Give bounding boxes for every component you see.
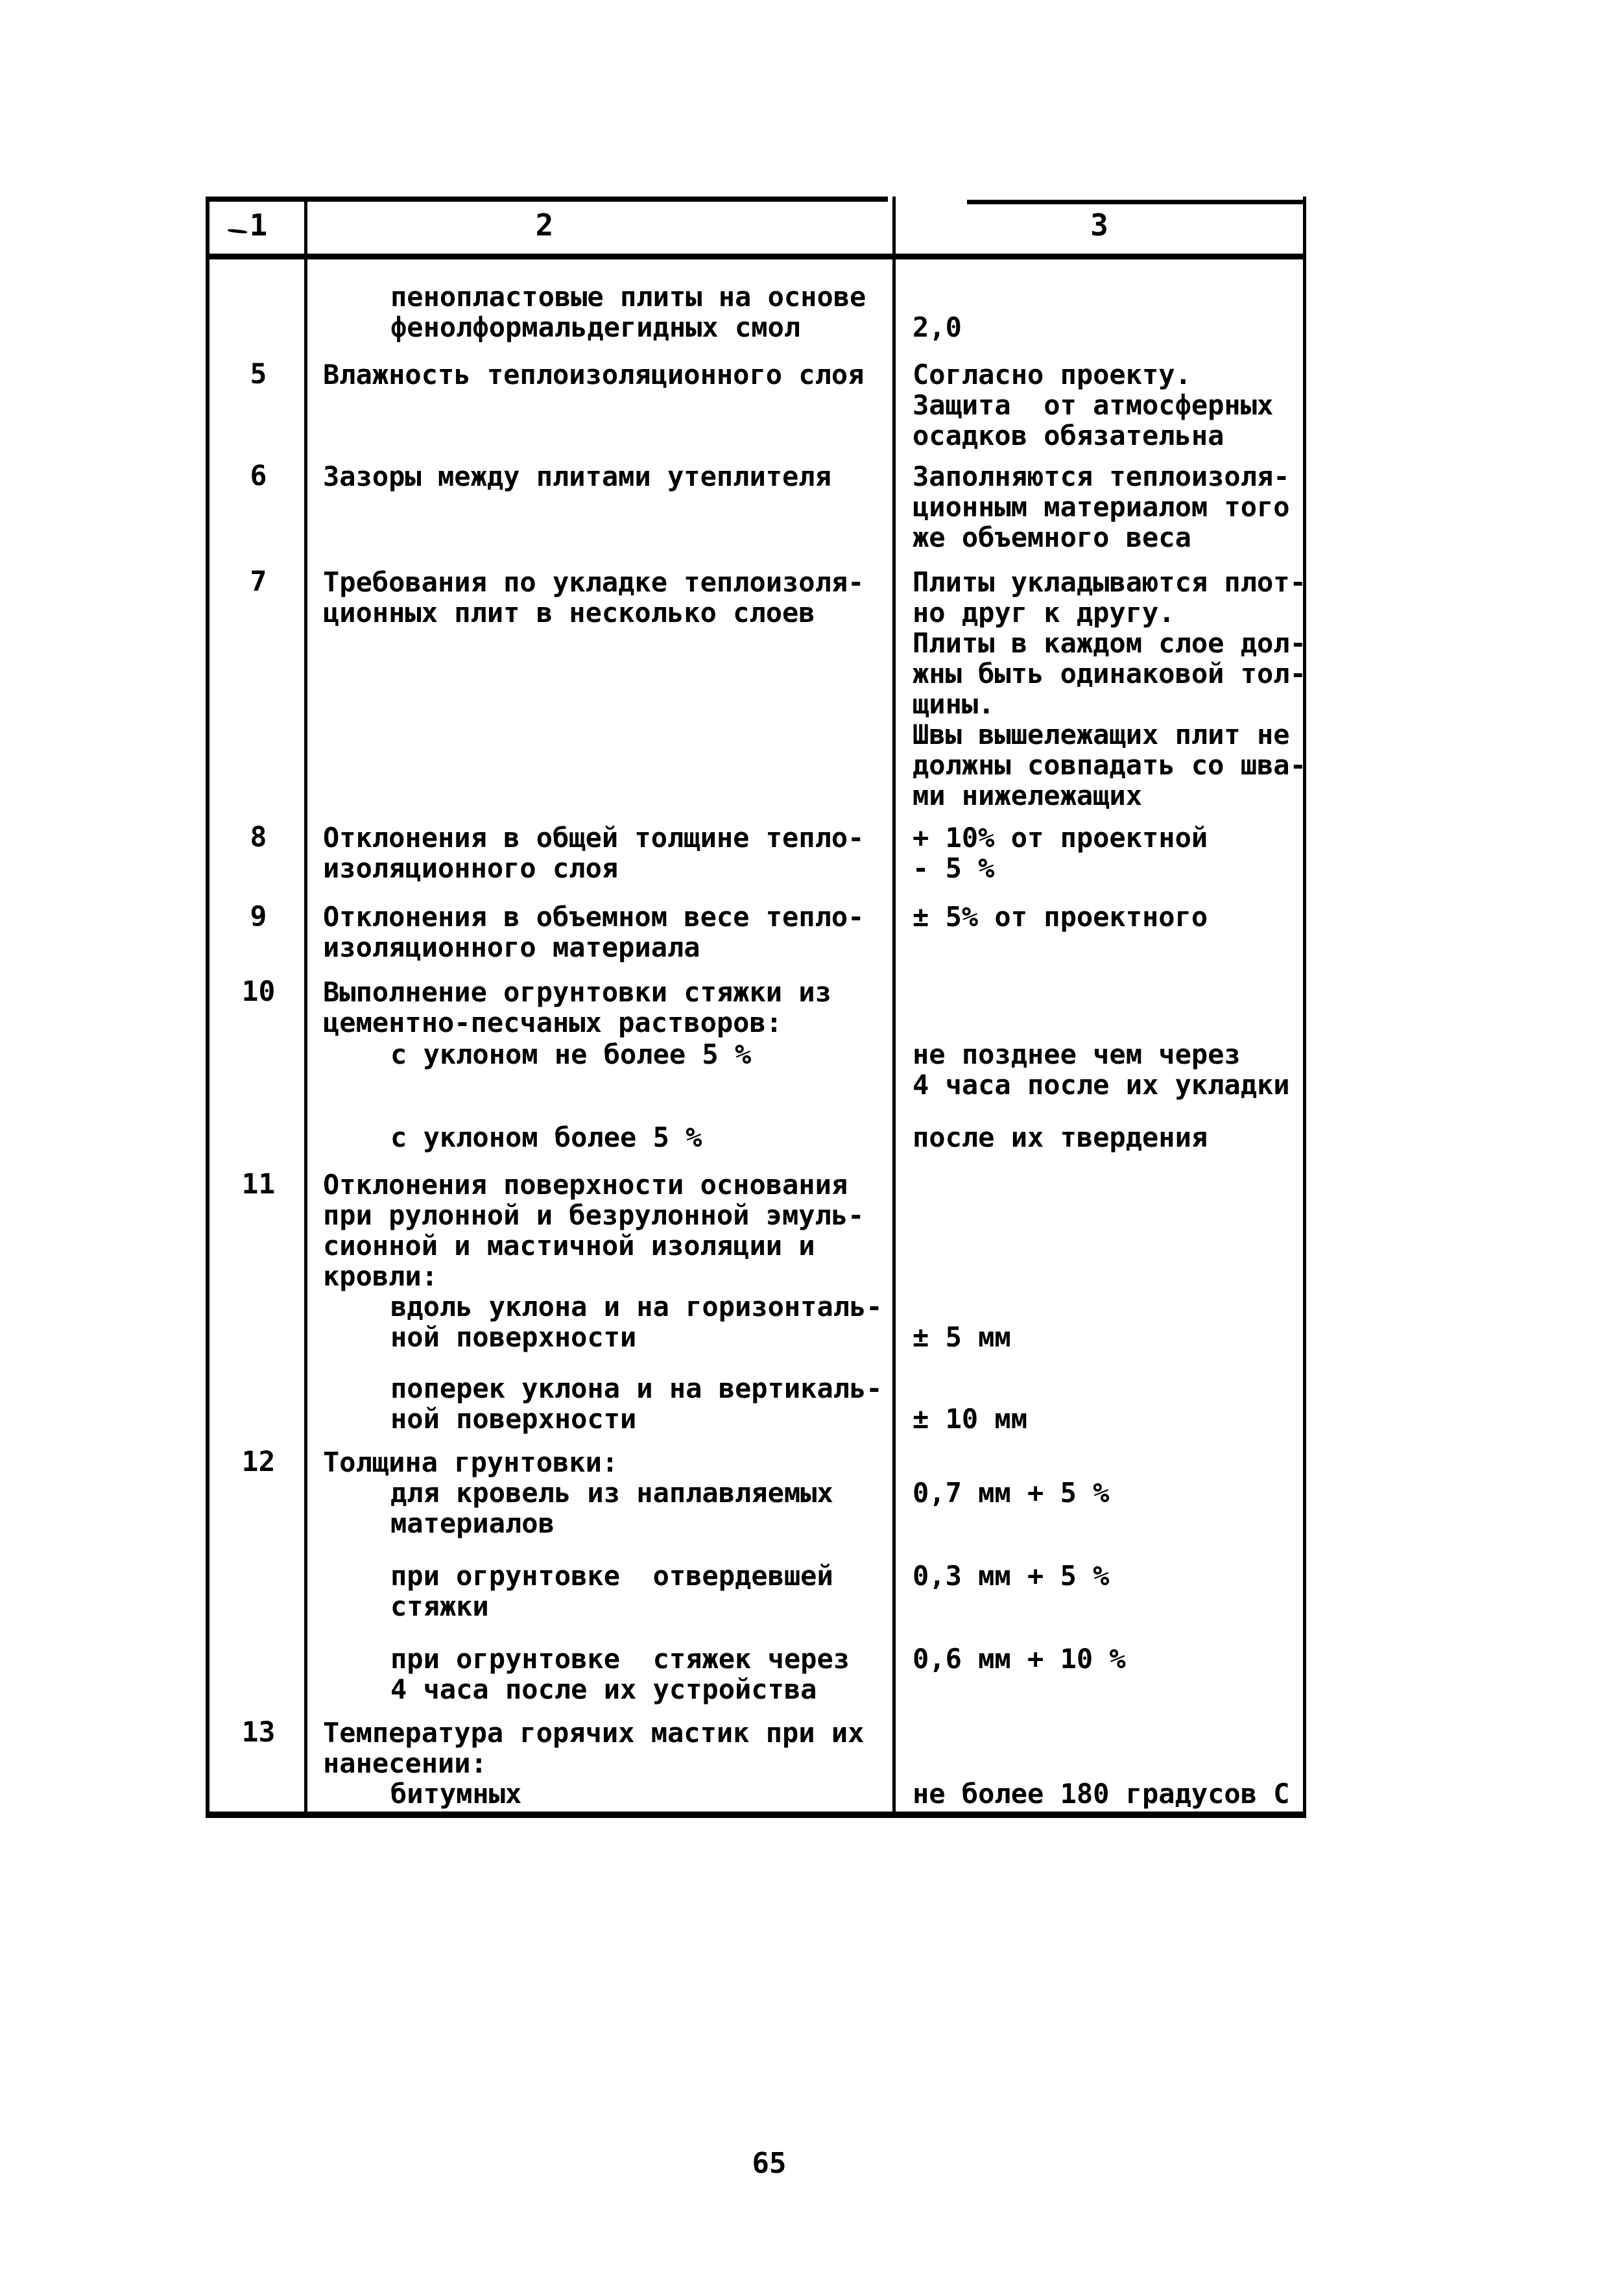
table-header-row bbox=[209, 197, 1303, 259]
row-number-cell bbox=[209, 1169, 307, 1200]
row-number: 12 bbox=[241, 1446, 276, 1478]
requirements-table bbox=[206, 197, 1306, 1818]
description-line: нанесении: bbox=[323, 1747, 487, 1779]
value-line: не более 180 градусов С bbox=[913, 1778, 1290, 1810]
description-line: сионной и мастичной изоляции и bbox=[323, 1230, 815, 1262]
row-number-cell bbox=[209, 1717, 307, 1748]
description-cell bbox=[307, 1447, 896, 1477]
description-cell bbox=[307, 902, 896, 963]
description-cell bbox=[307, 1122, 896, 1153]
value-line: но друг к другу. bbox=[913, 597, 1175, 628]
description-line: ной поверхности bbox=[390, 1321, 637, 1353]
description-line: Толщина грунтовки: bbox=[323, 1446, 619, 1478]
table-row bbox=[209, 1291, 1303, 1352]
description-line: кровли: bbox=[323, 1260, 438, 1292]
table-body bbox=[209, 281, 1306, 1810]
description-cell bbox=[307, 1039, 896, 1070]
table-row bbox=[209, 1778, 1303, 1809]
description-line: Влажность теплоизоляционного слоя bbox=[323, 359, 865, 390]
table-top-border-right-segment bbox=[967, 200, 1306, 204]
value-cell bbox=[896, 1122, 1303, 1153]
description-cell bbox=[307, 1644, 896, 1705]
table-row bbox=[209, 1644, 1303, 1705]
value-line: Плиты укладываются плот- bbox=[913, 566, 1306, 598]
table-row bbox=[209, 1122, 1303, 1153]
description-line: вдоль уклона и на горизонталь- bbox=[390, 1291, 883, 1322]
table-row bbox=[209, 281, 1303, 342]
description-cell bbox=[307, 359, 896, 390]
value-line: Заполняются теплоизоля- bbox=[913, 461, 1290, 492]
description-line: изоляционного материала bbox=[323, 931, 700, 963]
row-number-cell bbox=[209, 567, 307, 597]
description-line: при рулонной и безрулонной эмуль- bbox=[323, 1199, 865, 1231]
description-line: изоляционного слоя bbox=[323, 852, 619, 884]
description-line: битумных bbox=[390, 1778, 522, 1810]
table-row bbox=[209, 977, 1303, 1038]
value-line: осадков обязательна bbox=[913, 420, 1224, 451]
value-line: же объемного веса bbox=[913, 521, 1191, 553]
value-line: не позднее чем через bbox=[913, 1038, 1241, 1070]
value-cell bbox=[896, 902, 1303, 932]
row-number-cell bbox=[209, 359, 307, 390]
value-line: жны быть одинаковой тол- bbox=[913, 658, 1306, 689]
row-number: 7 bbox=[250, 566, 267, 598]
description-cell bbox=[307, 822, 896, 883]
header-col3-label: 3 bbox=[1090, 208, 1108, 243]
description-line: Отклонения в объемном весе тепло- bbox=[323, 901, 865, 933]
value-cell bbox=[896, 1039, 1303, 1100]
description-line: с уклоном не более 5 % bbox=[390, 1038, 752, 1070]
row-number: 13 bbox=[241, 1716, 276, 1749]
description-line: ной поверхности bbox=[390, 1403, 637, 1435]
value-line: должны совпадать со шва- bbox=[913, 749, 1306, 781]
table-row bbox=[209, 1477, 1303, 1538]
value-line: ± 10 мм bbox=[913, 1403, 1028, 1435]
row-number: 6 bbox=[250, 460, 267, 492]
page-number: 65 bbox=[752, 2147, 787, 2180]
description-cell bbox=[307, 567, 896, 628]
description-line: Отклонения в общей толщине тепло- bbox=[323, 822, 865, 854]
value-cell bbox=[896, 822, 1303, 883]
value-line: Швы вышележащих плит не bbox=[913, 719, 1290, 750]
header-cell-col3 bbox=[896, 209, 1303, 241]
value-line: ± 5% от проектного bbox=[913, 901, 1208, 933]
row-number-cell bbox=[209, 977, 307, 1007]
table-row bbox=[209, 566, 1306, 811]
value-cell bbox=[896, 1778, 1303, 1809]
value-line: 2,0 bbox=[913, 311, 962, 343]
row-number-cell bbox=[209, 461, 307, 492]
row-number-cell bbox=[209, 1447, 307, 1477]
description-cell bbox=[307, 281, 896, 342]
value-line: Защита от атмосферных bbox=[913, 389, 1274, 421]
description-line: пенопластовые плиты на основе bbox=[390, 281, 866, 313]
value-line: Плиты в каждом слое дол- bbox=[913, 627, 1306, 659]
table-row bbox=[209, 1561, 1303, 1621]
header-col1-label: 1 bbox=[249, 208, 268, 243]
description-line: при огрунтовке отвердевшей bbox=[390, 1560, 833, 1592]
row-number-cell bbox=[209, 822, 307, 853]
header-cell-col1 bbox=[209, 209, 307, 241]
value-line: ционным материалом того bbox=[913, 491, 1290, 523]
value-cell bbox=[896, 359, 1303, 451]
header-col2-label: 2 bbox=[535, 208, 554, 243]
description-line: фенолформальдегидных смол bbox=[390, 311, 801, 343]
table-row bbox=[209, 1447, 1303, 1477]
table-row bbox=[209, 902, 1303, 963]
value-line: 4 часа после их укладки bbox=[913, 1069, 1290, 1101]
value-line: + 10% от проектной bbox=[913, 822, 1208, 854]
description-cell bbox=[307, 461, 896, 492]
value-line: щины. bbox=[913, 688, 995, 720]
description-line: материалов bbox=[390, 1507, 555, 1539]
table-row bbox=[209, 1169, 1303, 1291]
description-line: Зазоры между плитами утеплителя bbox=[323, 461, 831, 492]
description-line: стяжки bbox=[390, 1590, 489, 1622]
value-line: ми нижележащих bbox=[913, 780, 1143, 811]
description-line: цементно-песчаных растворов: bbox=[323, 1007, 783, 1038]
value-line: - 5 % bbox=[913, 852, 995, 884]
header-cell-col2 bbox=[307, 209, 896, 241]
description-line: Отклонения поверхности основания bbox=[323, 1169, 848, 1201]
description-cell bbox=[307, 1373, 896, 1434]
description-cell bbox=[307, 1561, 896, 1621]
description-line: 4 часа после их устройства bbox=[390, 1673, 817, 1705]
value-cell bbox=[896, 281, 1303, 342]
description-line: при огрунтовке стяжек через bbox=[390, 1643, 850, 1675]
description-cell bbox=[307, 1717, 896, 1778]
header-col1-underline-mark bbox=[228, 228, 247, 233]
table-row bbox=[209, 359, 1303, 451]
description-line: поперек уклона и на вертикаль- bbox=[390, 1372, 883, 1404]
row-number: 11 bbox=[241, 1168, 276, 1201]
table-row bbox=[209, 1039, 1303, 1100]
row-number: 8 bbox=[250, 821, 267, 854]
value-line: 0,3 мм + 5 % bbox=[913, 1560, 1110, 1592]
value-line: ± 5 мм bbox=[913, 1321, 1011, 1353]
row-number: 9 bbox=[250, 900, 267, 933]
description-line: Выполнение огрунтовки стяжки из bbox=[323, 976, 831, 1008]
description-cell bbox=[307, 1291, 896, 1352]
value-cell bbox=[896, 461, 1303, 553]
table-row bbox=[209, 1373, 1303, 1434]
value-cell bbox=[896, 1561, 1303, 1591]
value-line: после их твердения bbox=[913, 1121, 1208, 1153]
value-line: Согласно проекту. bbox=[913, 359, 1191, 390]
value-line: 0,6 мм + 10 % bbox=[913, 1643, 1126, 1675]
value-cell bbox=[896, 1291, 1303, 1352]
description-line: ционных плит в несколько слоев bbox=[323, 597, 815, 628]
table-top-border-left-segment bbox=[206, 197, 888, 202]
table-row bbox=[209, 1717, 1303, 1778]
description-cell bbox=[307, 1477, 896, 1538]
value-cell bbox=[896, 1477, 1303, 1508]
row-number: 5 bbox=[250, 358, 267, 390]
value-cell bbox=[896, 566, 1306, 811]
description-line: Требования по укладке теплоизоля- bbox=[323, 566, 865, 598]
table-row bbox=[209, 461, 1303, 553]
row-number-cell bbox=[209, 902, 307, 932]
description-line: Температура горячих мастик при их bbox=[323, 1717, 865, 1749]
description-cell bbox=[307, 1169, 896, 1291]
value-cell bbox=[896, 1644, 1303, 1674]
value-cell bbox=[896, 1373, 1303, 1434]
row-number: 10 bbox=[241, 975, 276, 1008]
value-line: 0,7 мм + 5 % bbox=[913, 1477, 1110, 1509]
description-cell bbox=[307, 977, 896, 1038]
description-line: для кровель из наплавляемых bbox=[390, 1477, 833, 1509]
table-row bbox=[209, 822, 1303, 883]
description-line: с уклоном более 5 % bbox=[390, 1121, 702, 1153]
description-cell bbox=[307, 1778, 896, 1809]
